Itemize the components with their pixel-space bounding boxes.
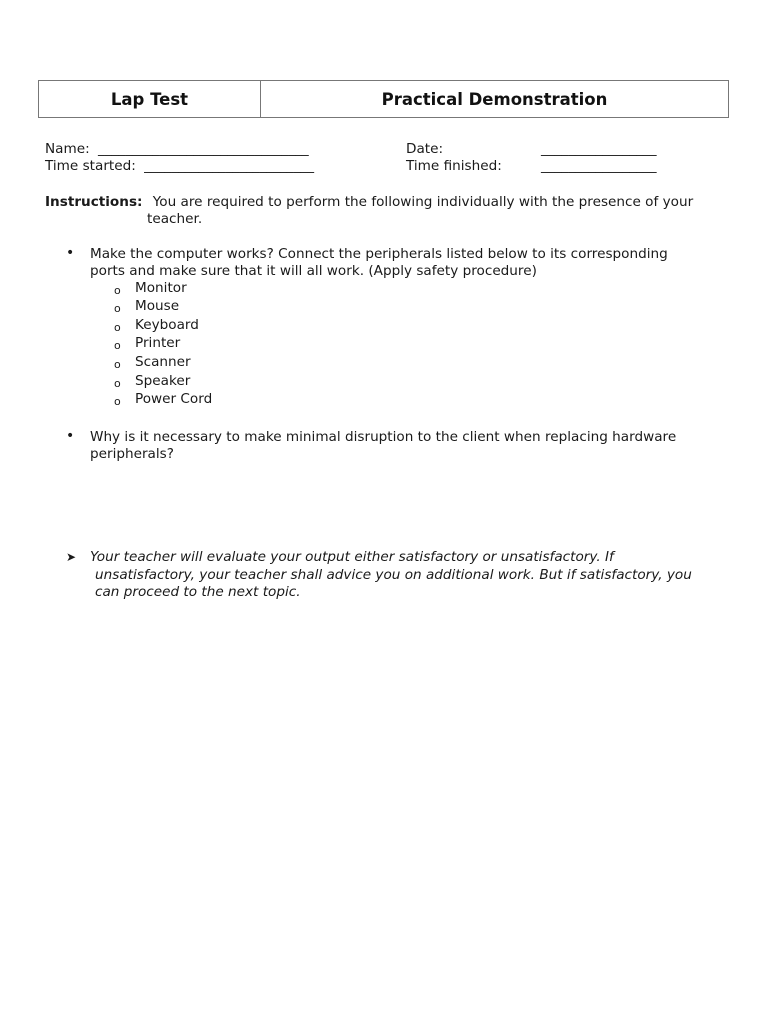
- list-item: Power Cord: [135, 391, 213, 407]
- list-item: Scanner: [135, 354, 191, 370]
- instructions-text-1: You are required to perform the following individually with the presence of your: [152, 194, 694, 210]
- time-started-label: Time started:: [45, 158, 136, 174]
- time-started-field: [45, 158, 314, 175]
- note-line-3: can proceed to the next topic.: [95, 584, 301, 600]
- circle-bullet-icon: o: [114, 358, 121, 371]
- circle-bullet-icon: o: [114, 395, 121, 408]
- name-field: [45, 141, 309, 158]
- instructions-label: Instructions:: [45, 194, 143, 210]
- list-item: Printer: [135, 335, 181, 351]
- list-item: Speaker: [135, 373, 191, 389]
- task2-line-1: Why is it necessary to make minimal disruption to the client when replacing hardware: [90, 429, 677, 445]
- note-line-1: Your teacher will evaluate your output either satisfactory or unsatisfactory. If: [90, 549, 614, 565]
- arrow-bullet-icon: ➤: [66, 550, 77, 564]
- bullet-icon: •: [66, 245, 75, 261]
- circle-bullet-icon: o: [114, 321, 121, 334]
- time-started-blank: _________________________: [144, 158, 315, 174]
- date-label: Date:: [406, 141, 444, 157]
- practical-demonstration-title: Practical Demonstration: [381, 89, 608, 109]
- name-label: Name:: [45, 141, 90, 157]
- list-item: Mouse: [135, 298, 180, 314]
- name-blank: _______________________________: [98, 141, 309, 157]
- circle-bullet-icon: o: [114, 284, 121, 297]
- instructions-line-1: [45, 194, 693, 211]
- circle-bullet-icon: o: [114, 339, 121, 352]
- bullet-icon: •: [66, 428, 75, 444]
- note-line-2: unsatisfactory, your teacher shall advice you on additional work. But if satisfactory, you: [95, 567, 692, 583]
- instructions-text-2: teacher.: [147, 211, 203, 227]
- time-finished-blank: _________________: [541, 158, 657, 174]
- circle-bullet-icon: o: [114, 302, 121, 315]
- task1-line-1: Make the computer works? Connect the peripherals listed below to its corresponding: [90, 246, 668, 262]
- task1-line-2: ports and make sure that it will all work. (Apply safety procedure): [90, 263, 537, 279]
- task2-line-2: peripherals?: [90, 446, 174, 462]
- list-item: Monitor: [135, 280, 187, 296]
- header-table: [38, 80, 729, 118]
- date-blank: _________________: [541, 141, 657, 157]
- lap-test-title: Lap Test: [39, 81, 261, 117]
- circle-bullet-icon: o: [114, 377, 121, 390]
- time-finished-label: Time finished:: [406, 158, 502, 174]
- list-item: Keyboard: [135, 317, 199, 333]
